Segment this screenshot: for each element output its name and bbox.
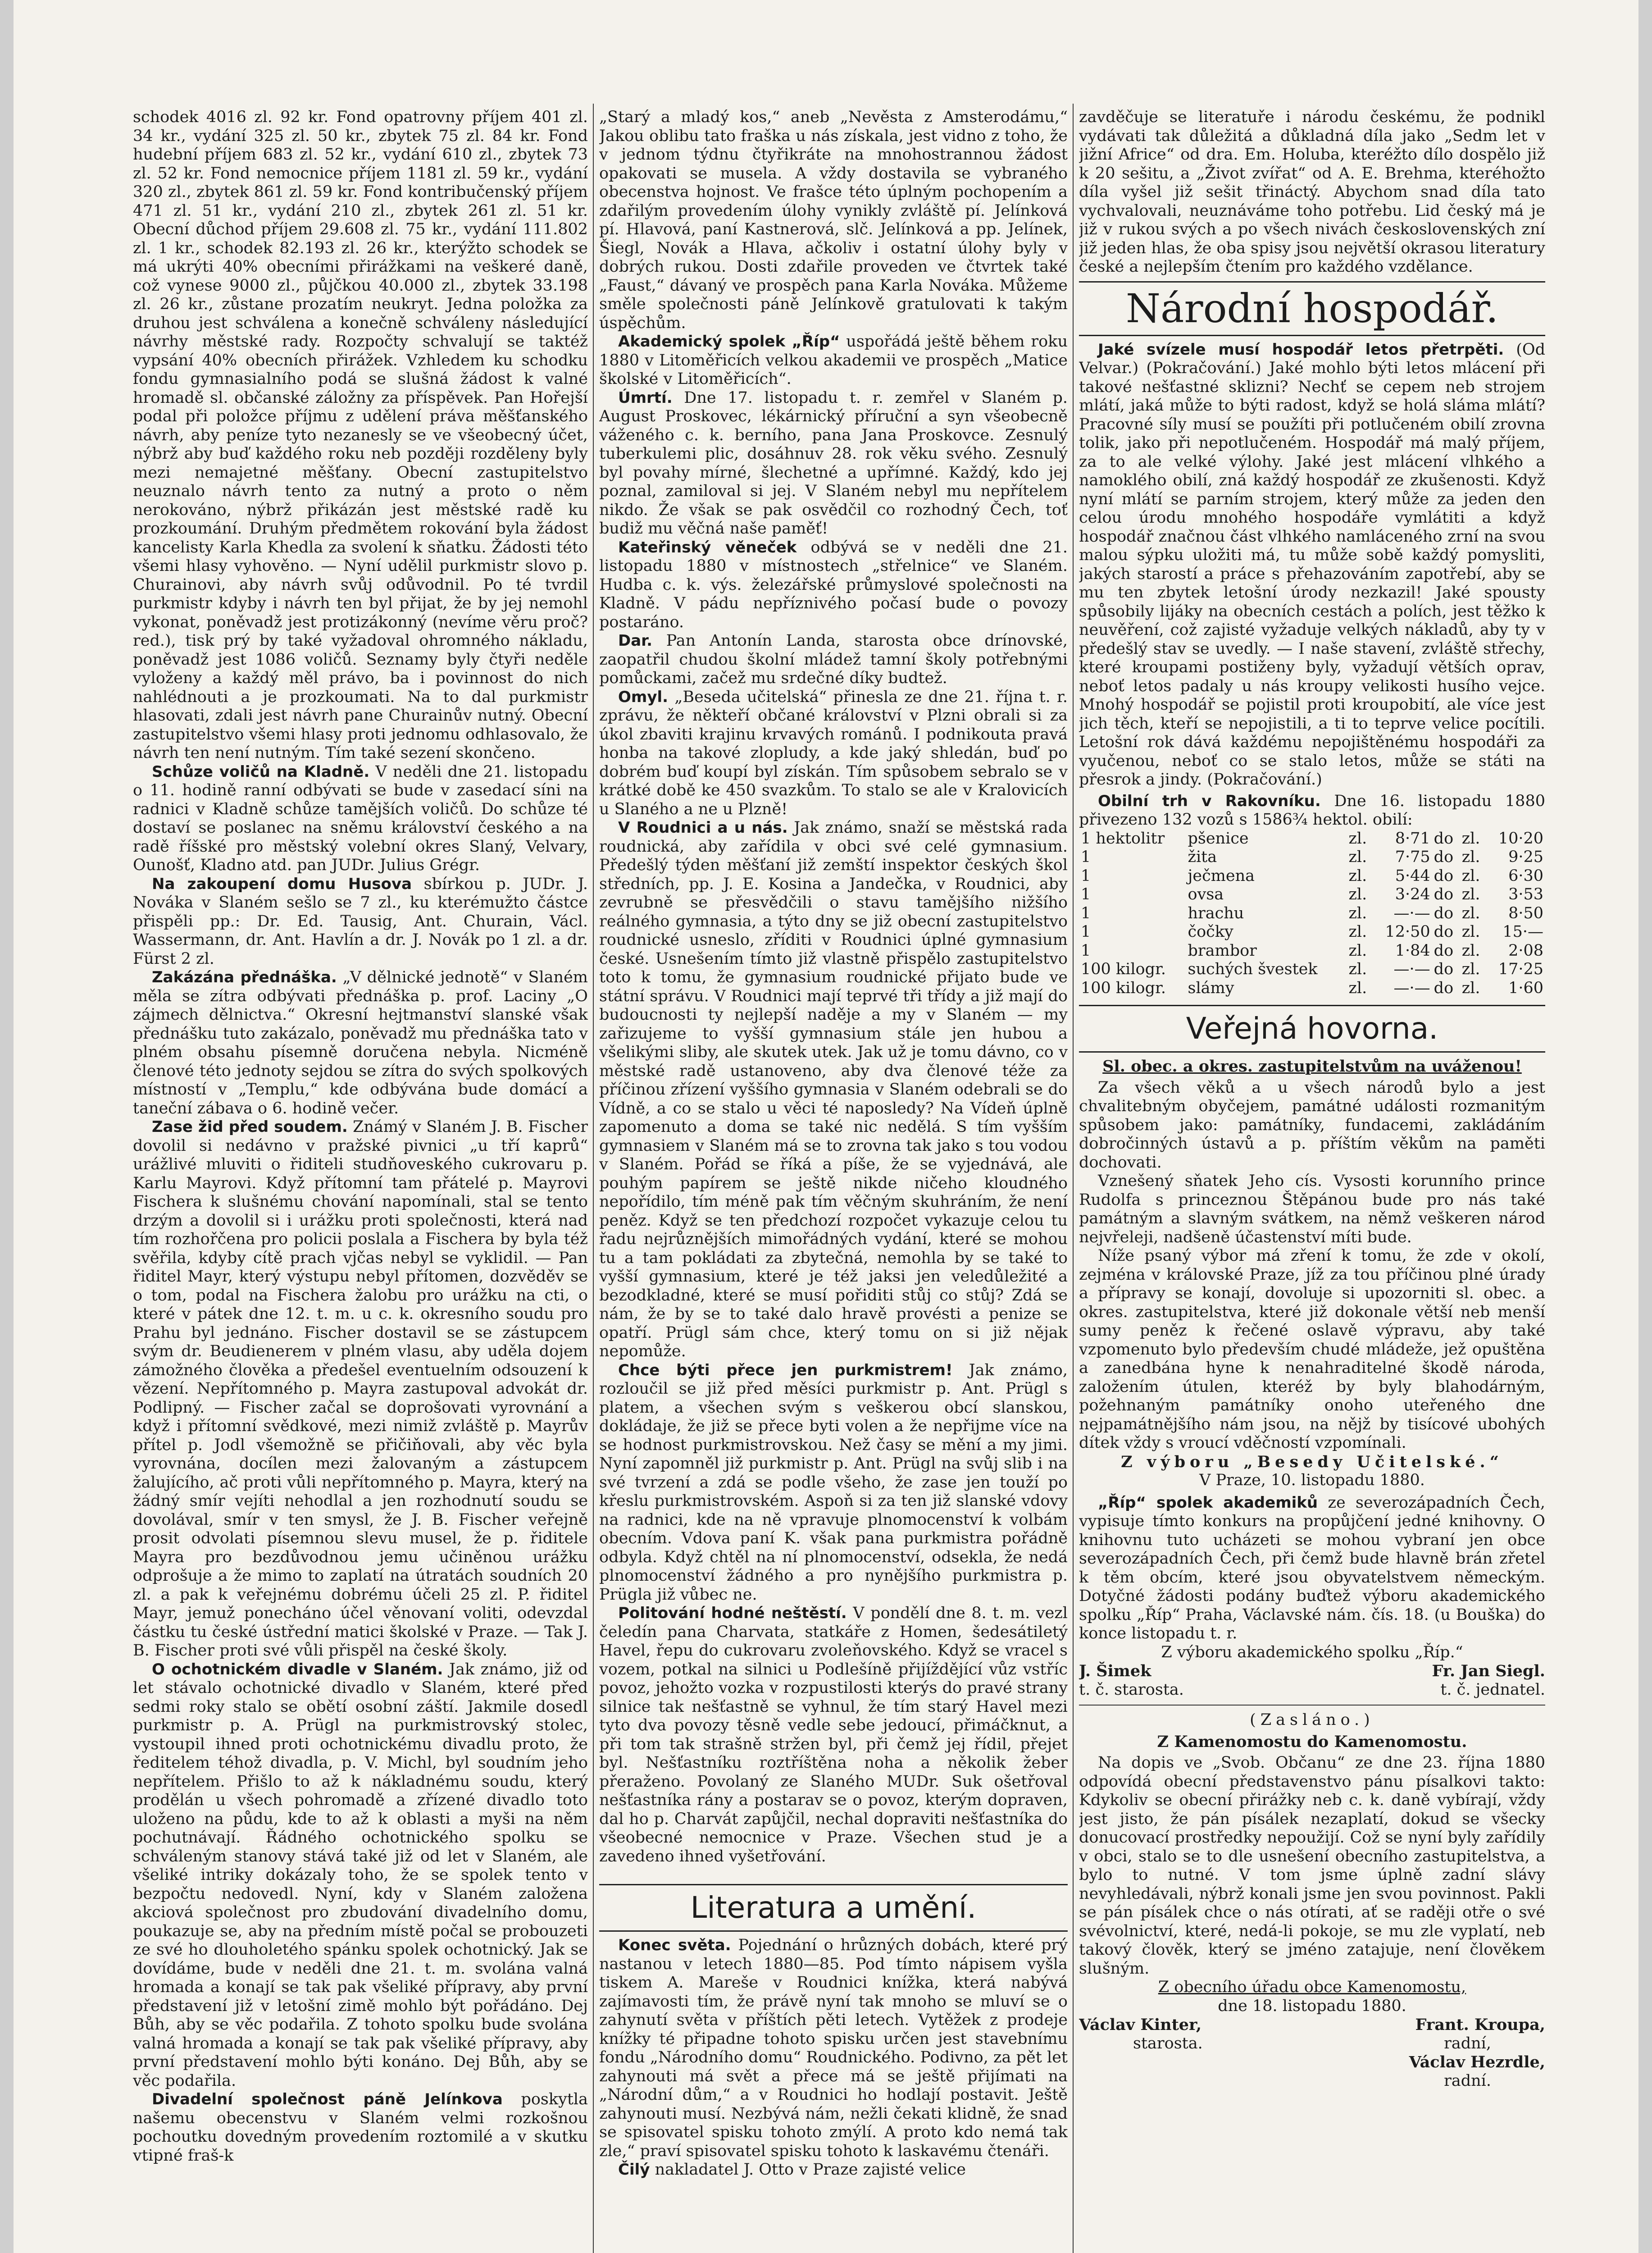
market-unit: zl. (1461, 960, 1480, 978)
market-to: 17·25 (1498, 960, 1543, 978)
article-text: zavděčuje se literatuře i národu českému, že podnikl vydávati tak důležitá a důkladná díla jako „Sedm let v jižní Africe“ od dra. Em. Holuba, kteréžto dílo dospělo již k 20 sešitu, a „Život zvířat“ od A. E. Brehma, kteréhožto díla vyšel již sešit třináctý. Abychom snad díla tato vychvalovali, neuznáváme toho potřebu. Lid český má je již v rukou svých a po všech nivách československých zní již jeden hlas, že oba spisy jsou největší okrasou literatury české a nejlepším čtením pro každého vzdělance. (1079, 108, 1545, 276)
news-headline: Na zakoupení domu Husova (152, 875, 412, 893)
column-2 (599, 108, 1068, 2253)
market-unit: zl. (1348, 979, 1367, 997)
signature-names (1079, 1662, 1545, 1681)
market-row (1079, 848, 1545, 867)
market-intro: Dne 16. listopadu 1880 přivezeno 132 vozů s 1586¾ hektol. obilí: (1079, 792, 1545, 829)
news-item (599, 632, 1068, 688)
news-body: Dne 17. listopadu t. r. zemřel v Slaném p. August Proskovec, lékárnický příruční a syn všeobecně váženého c. k. berního, pana Jana Proskovce. Zesnulý tuberkulemi plic, dosáhnuv 28. rok věku svého. Zesnulý byl povahy mírné, šlechetné a upřímné. Každý, kdo jej poznal, zamiloval si jej. V Slaném nebyl mu nepřítelem nikdo. Že však se pak osvědčil co rozhodný Čech, toť budiž mu věčná naše paměť! (599, 388, 1068, 538)
market-unit: zl. (1348, 885, 1367, 903)
signature-role: radní. (1444, 2071, 1491, 2090)
market-row (1079, 942, 1545, 961)
news-headline: Divadelní společnost páně Jelínkova (152, 2090, 503, 2108)
zaslano-label: (Zasláno.) (1250, 1711, 1374, 1729)
news-headline: Politování hodné neštěstí. (618, 1604, 847, 1622)
news-body: „V dělnické jednotě“ v Slaném měla se zítra odbývati přednáška p. prof. Laciny „O zájmech dělnictva.“ Okresní hejtmanství slanské však přednášku tuto zakázalo, poněvadž mu přednáška tato v plném obsahu písemně doručena nebyla. Nicméně členové této jednoty sejdou se zítra do svých spolkových místností v „Templu,“ kde odbývána bude domácí a taneční zábava o 6. hodině večer. (133, 968, 588, 1117)
news-headline: O ochotnickém divadle v Slaném. (152, 1660, 443, 1678)
market-sep: do (1434, 848, 1454, 866)
article-text: Vznešený sňatek Jeho cís. Vysosti korunního prince Rudolfa s princeznou Štěpánou bude pro nás také památným a slavným svátkem, na němž veškeren národ nejvřeleji, nadšeně účastenství míti bude. (1079, 1172, 1545, 1246)
signature-date: dne 18. listopadu 1880. (1218, 1997, 1406, 2015)
market-unit: zl. (1348, 923, 1367, 941)
signature-role: starosta. (1133, 2034, 1203, 2052)
column-rule-2 (1073, 104, 1074, 2253)
market-from: 3·24 (1395, 885, 1430, 903)
market-unit: zl. (1461, 979, 1480, 997)
news-item (599, 688, 1068, 819)
news-body: nakladatel J. Otto v Praze zajisté velice (655, 2161, 966, 2179)
news-item (133, 2090, 588, 2165)
market-unit: zl. (1461, 848, 1480, 866)
market-qty: 1 (1081, 941, 1091, 960)
article-text: „Starý a mladý kos,“ aneb „Nevěsta z Amsterodámu,“ Jakou oblibu tato fraška u nás získala, jest vidno z toho, že v jednom týdnu čtyřikráte na mnohostrannou žádost opakovati se musela. A vždy dostavila se vybraného obecenstva hojnost. Ve frašce této úplným pochopením a zdařilým provedením úlohy vynikly zvláště pí. Jelínková pí. Hlavová, paní Kastnerová, slč. Jelínková a pp. Jelínek, Šiegl, Novák a Hlava, ačkoliv i ostatní úlohy byly v dobrých rukou. Dosti zdařile proveden ve čtvrtek také „Faust,“ dávaný ve prospěch pana Karla Nováka. Můžeme směle společnosti páně Jelínkově gratulovati k takým úspěchům. (599, 108, 1068, 332)
article-text: Na dopis ve „Svob. Občanu“ ze dne 23. října 1880 odpovídá obecní představenstvo pánu písalkovi takto: Kdykoliv se obecní přirážky neb c. k. daně vybírají, vždy jest jisto, že pán písálek nezaplatí, dokud se všecky donucovací prostředky nepoužijí. Což se nyní byly zařídily v obci, stalo se to dle usnešení obecního zastupitelstva, a bylo to nutné. V tom jsme úplně zadní slávy nevyhledávali, nýbrž konali jsme jen svou povinnost. Pakli se pán písálek chce o nás otírati, ať se raději otře o své svévolnictví, které, nedá-li pokoje, se mu zle vyplatí, neb takový člověk, který se jméno zatajuje, není člověkem slušným. (1079, 1754, 1545, 1978)
market-unit: zl. (1348, 941, 1367, 960)
scan-edge-right (1638, 0, 1652, 2253)
article-text: schodek 4016 zl. 92 kr. Fond opatrovny příjem 401 zl. 34 kr., vydání 325 zl. 50 kr., zbytek 75 zl. 84 kr. Fond hudební příjem 683 zl. 52 kr., vydání 610 zl., zbytek 73 zl. 52 kr. Fond nemocnice příjem 1181 zl. 59 kr., vydání 320 zl., zbytek 861 zl. 59 kr. Fond kontribučenský příjem 471 zl. 51 kr., vydání 210 zl., zbytek 261 zl. 51 kr. Obecní důchod příjem 29.608 zl. 75 kr., vydání 111.802 zl. 1 kr., schodek 82.193 zl. 26 kr., kterýžto schodek se má ukrýti 40% obecními přirážkami na veškeré daně, což vynese 9000 zl., půjčkou 40.000 zl., zbytek 33.198 zl. 26 kr., zůstane prozatím neukryt. Jedna položka za druhou jest schválena a konečně schváleny následující návrhy městské rady. Rozpočty schvalují se taktéž vypsání 40% obecních přirážek. Vzhledem ku schodku fondu gymnasialního podá se slušná žádost k valné hromadě sl. občanské záložny za příspěvek. Pan Hořejší podal při položce příjmu z udělení práva měšťanského návrh, aby peníze tyto nezanesly se ve všeobecný účet, nýbrž aby buď každého roku neb později rozděleny byly mezi nemajetné měšťany. Obecní zastupitelstvo neuznalo návrh tento za nutný a proto o něm nerokováno, nýbrž přikázán jest městské radě ku prozkoumání. Druhým předmětem rokování byla žádost kancelisty Karla Khedla za svolení k sňatku. Žádosti této všemi hlasy vyhověno. — Nyní udělil purkmistr slovo p. Churainovi, aby návrh svůj odůvodnil. Po té tvrdil purkmistr kdyby i návrh ten byl přijat, že by jej nemohl vykonat, poněvadž jest protizákonný (nevíme věru proč? red.), tisk prý by také vyžadoval ohromného nákladu, poněvadž jest 1086 voličů. Seznamy byly čtyři neděle vyloženy a každý měl právo, ba i povinnost do nich nahlédnouti a je prozkoumati. Na to dal purkmistr hlasovati, zdali jest návrh pane Churainův nutný. Obecní zastupitelstvo všemi hlasy proti jednomu odhlasovalo, že návrh ten není nutným. Tím také sezení skončeno. (133, 108, 588, 762)
market-unit: zl. (1348, 848, 1367, 866)
market-unit: zl. (1348, 829, 1367, 848)
news-item (133, 968, 588, 1118)
news-body: Jak známo, snaží se městská rada roudnická, aby zařídila v obci své celé gymnasium. Předešlý týden měšťaní již zemští inspektor českých škol středních, pp. J. E. Kosina a Jandečka, v Roudnici, aby zevrubně se přesvědčili o stavu tamějšího nižšího reálného gymnasia, a týto dny se již obecní zastupitelstvo roudnické usneslo, zříditi v Roudnici úplné gymnasium české. Usnešením tímto již vlastně přispělo zastupitelstvo toto k tomu, že gymnasium roudnické přijato bude ve státní správu. V Roudnici mají teprvé tři třídy a již mají do budoucnosti ty nejlepší naděje a my v Slaném — my zařizujeme to vyšší gymnasium stále jen hubou a všelikými sliby, ale skutek utek. Jak už je tomu dávno, co v městské radě ustanoveno, aby dva členové téže za příčinou zřízení vyššího gymnasia v Slaném odebrali se do Vídně, a co se stalo u věci té naposledy? Na Vídeň úplně zapomenuto a doma se také nic nedělá. S tím vyšším gymnasiem v Slaném má se to zrovna tak jako s tou vodou v Slaném. Pořád se říká a píše, že se vyjednává, ale pouhým papírem se ještě nikde ničeho kloudného nepořídilo, tím méně pak tím věčným skuhráním, že není peněz. Když se ten předchozí rozpočet vykazuje celou tu řadu nejrůznějších mimořádných vydání, které se mohou tu a tam pokládati za zbytečná, nemohla by se také to vyšší gymnasium, které je též jaksi jen veledůležité a bezodkladné, které se musí pořiditi stůj co stůj? Zdá se nám, že by se to také dalo hravě provésti a penize se opatří. Prügl sám chce, který tomu on si již nějak nepomůže. (599, 819, 1068, 1360)
news-headline: Akademický spolek „Říp“ (618, 333, 840, 351)
market-to: 1·60 (1508, 979, 1543, 997)
news-body: sbírkou p. JUDr. J. Nováka v Slaném sešlo se 7 zl., ku kterémužto částce přispěli pp.: Dr. Ed. Tausig, Ant. Churain, Václ. Wassermann, dr. Ant. Havlín a dr. J. Novák po 1 zl. a dr. Fürst 2 zl. (133, 875, 588, 968)
sub-heading: Sl. obec. a okres. zastupitelstvům na uváženou! (1102, 1057, 1522, 1076)
signature-line: Z obecního úřadu obce Kamenomostu, (1158, 1978, 1466, 1996)
signature-names (1079, 2016, 1545, 2034)
news-body: V neděli dne 21. listopadu o 11. hodině ranní odbývati se bude v zasedací síni na radnici v Kladně schůze tamějších voličů. Do schůze té dostaví se poslanec na sněmu království českého a na radě říšské pro městský volební okres Slaný, Velvary, Ounošť, Kladno atd. pan JUDr. Julius Grégr. (133, 762, 588, 874)
market-unit: zl. (1461, 885, 1480, 903)
market-sep: do (1434, 960, 1454, 978)
news-item (599, 2161, 1068, 2180)
market-unit: zl. (1461, 923, 1480, 941)
section-title-verejna-hovorna: Veřejná hovorna. (1079, 1005, 1545, 1053)
news-item (599, 1604, 1068, 1866)
market-qty: 100 kilogr. (1081, 979, 1166, 997)
signature-name: Frant. Kroupa, (1415, 2016, 1545, 2034)
market-to: 8·50 (1508, 904, 1543, 922)
news-item (133, 1118, 588, 1660)
news-item (599, 1361, 1068, 1605)
signature-names (1079, 2053, 1545, 2072)
signature-name: Václav Kinter, (1079, 2016, 1202, 2034)
news-headline: Zakázána přednáška. (152, 968, 337, 986)
market-qty: 1 (1081, 867, 1091, 885)
column-1 (133, 108, 588, 2253)
market-to: 9·25 (1508, 848, 1543, 866)
sub-heading: Z Kamenomostu do Kamenomostu. (1157, 1732, 1467, 1751)
market-sep: do (1434, 923, 1454, 941)
news-item (1079, 1494, 1545, 1643)
market-from: 5·44 (1395, 867, 1430, 885)
market-to: 10·20 (1498, 829, 1543, 848)
market-row (1079, 904, 1545, 923)
article-text: Za všech věků a u všech národů bylo a jest chvalitebným obyčejem, památné události rozmanitým spůsobem jako: památníky, fundacemi, zakládáním dobročinných ústavů a p. příštím věkům na paměti dochovati. (1079, 1078, 1545, 1172)
news-item (599, 538, 1068, 632)
news-item (599, 819, 1068, 1361)
news-body: odbývá se v neděli dne 21. listopadu 1880 v místnostech „střelnice“ ve Slaném. Hudba c. k. výs. železářské průmyslové společnosti na Kladně. V pádu nepříznivého počasí bude o povozy postaráno. (599, 538, 1068, 631)
news-item (599, 1936, 1068, 2161)
signature-line: Z výboru „Besedy Učitelské.“ (1121, 1452, 1503, 1471)
signature-role: t. č. starosta. (1079, 1680, 1184, 1699)
market-item: slámy (1188, 979, 1234, 997)
news-headline: Zase žid před soudem. (152, 1118, 348, 1136)
market-item: pšenice (1188, 829, 1249, 848)
column-rule-1 (593, 104, 594, 2253)
signature-roles (1079, 2034, 1545, 2053)
market-unit: zl. (1461, 867, 1480, 885)
market-unit: zl. (1348, 960, 1367, 978)
signature-role: radní, (1444, 2034, 1491, 2052)
market-to: 6·30 (1508, 867, 1543, 885)
market-sep: do (1434, 979, 1454, 997)
market-to: 15·— (1502, 923, 1543, 941)
market-to: 2·08 (1508, 941, 1543, 960)
news-body: uspořádá ještě během roku 1880 v Litoměřicích velkou akademii ve prospěch „Matice školské v Litoměřicích“. (599, 333, 1068, 388)
news-headline: Chce býti přece jen purkmistrem! (618, 1361, 953, 1379)
market-table (1079, 830, 1545, 998)
market-sep: do (1434, 829, 1454, 848)
market-item: čočky (1188, 923, 1233, 941)
article-text: Níže psaný výbor má zření k tomu, že zde v okolí, zejména v královské Praze, jíž za tou příčinou plné úrady a přípravy se konají, dovoluje si upozorniti sl. obec. a okres. zastupitelstva, které již dokonale větší neb menší sumy peněz k řečené oslavě výpravu, aby také vzpomenuto bylo především chudé mládeže, jež opuštěna a zanedbána hyne k nenahraditelné škodě národa, založením útulen, kteréž by byly blahodárným, požehnaným památníky onoho uteřeného dne nejpamátnějšího nám jsou, na nějž by tisícové ubohých dítek vždy s vroucí vděčností vzpomínali. (1079, 1247, 1545, 1452)
news-item (599, 333, 1068, 389)
market-from: 1·84 (1395, 941, 1430, 960)
section-title-literatura: Literatura a umění. (599, 1884, 1068, 1932)
signature-name: Fr. Jan Siegl. (1432, 1662, 1545, 1680)
market-qty: 1 (1081, 904, 1091, 922)
news-headline: Omyl. (618, 688, 669, 706)
signature-roles (1079, 2072, 1545, 2091)
news-headline: Jaké svízele musí hospodář letos přetrpěti. (1098, 340, 1504, 359)
news-headline: Úmrtí. (618, 388, 673, 407)
signature-name: Václav Hezrdle, (1409, 2053, 1545, 2071)
news-body: Známý v Slaném J. B. Fischer dovolil si nedávno v pražské pivnici „u tří kaprů“ urážlivé mluviti o řiditeli studňoveského cukrovaru p. Karlu Mayrovi. Když přítomní tam přátelé p. Mayrovi Fischera k slušnému chování napomínali, stal se tento drzým a dovolil si i urážku proti společnosti, která nad tím rozhořčena pro policii poslala a Fischera by byla též svěřila, kdyby cítě prach vjčas nebyl se vyklidil. — Pan řiditel Mayr, který výstupu nebyl přítomen, dozvěděv se o tom, podal na Fischera žalobu pro urážku na cti, o které v pátek dne 12. t. m. u c. k. okresního soudu pro Prahu byl jednáno. Fischer dostavil se se zástupcem svým dr. Beudienerem v plném vlasu, aby uděla dojem zámožného člověka a předešel eventuelním odsouzení k vězení. Nepřítomného p. Mayra zastupoval advokát dr. Podlipný. — Fischer začal se doprošovati vyrovnání a když i přítomní svědkové, mezi nimiž zvláště p. Mayrův přítel p. Jodl všemožně se přičiňovali, aby věc byla vyrovnána, docílen mezi žalovaným a zástupcem žalujícího, ač proti vůli nepřítomného p. Mayra, který na žádný smír vejíti nehodlal a jen rozhodnutí soudu se dovolával, smír v ten smysl, že J. B. Fischer veřejně prosit odvolati písemnou slevu musel, že p. řiditele Mayra pro bezdůvodnou jemu učiněnou urážku odprošuje a že mimo to zaplatí na útratách soudních 20 zl. a pak k veřejnému dobrému účeli 25 zl. P. řiditel Mayr, jemuž ponecháno účel věnovaní voliti, odevzdal částku tu české ústřední matici školské v Praze. — Tak J. B. Fischer proti své vůli přispěl na české školy. (133, 1118, 588, 1660)
news-item (133, 875, 588, 969)
market-sep: do (1434, 904, 1454, 922)
market-qty: 1 (1081, 848, 1091, 866)
market-qty: 1 hektolitr (1081, 829, 1165, 848)
news-headline: V Roudnici a u nás. (618, 819, 788, 837)
news-body: Jak známo, rozloučil se již před měsíci purkmistr p. Ant. Prügl s platem, a všechen svým s veškerou obcí slanskou, dokládaje, že již se přece byti volen a že nepřijme více na se hodnost purkmistrovskou. Než časy se mění a my jimi. Nyní zapomněl již purkmistr p. Ant. Prügl na svůj slib i na své tvrzení a zdá se podle všeho, že zase jen touží po křeslu purkmistrovském. Aspoň si za ten již slanské vdovy na radnici, kde na ně vpravuje plnomocenství k volbám obecním. Vdova paní K. však pana purkmistra pořádně odbyla. Když chtěl na ní plnomocenství, odsekla, že nedá plnomocenství žádného a pro nynějšího purkmistra p. Prügla již vůbec ne. (599, 1361, 1068, 1604)
market-unit: zl. (1348, 904, 1367, 922)
market-item: hrachu (1188, 904, 1244, 922)
market-row (1079, 979, 1545, 998)
market-table-body (1079, 830, 1545, 998)
divider (1079, 1705, 1545, 1706)
news-body: „Beseda učitelská“ přinesla ze dne 21. října t. r. zprávu, že někteří občané království v Plzni obrali si za úkol zbaviti krajinu krvavých románů. I podnikouta pravá honba na takové zlopludy, a kde jaký shledán, buď po dobrém buď koupí byl získán. Tím spůsobem sebralo se v krátké době ke 450 svazkům. To stalo se ale v Kralovicích u Slaného a ne u Plzně! (599, 688, 1068, 818)
news-headline: Konec světa. (618, 1936, 731, 1954)
market-from: —·— (1393, 960, 1430, 978)
signature-place: V Praze, 10. listopadu 1880. (1199, 1471, 1425, 1489)
market-to: 3·53 (1508, 885, 1543, 903)
news-body: ze severozápadních Čech, vypisuje tímto konkurs na propůjčení jedné knihovny. O knihovnu tuto ucházeti se mohou vybraní jen obce severozápadních Čech, při čemž bude hlavně brán zřetel k těm obcím, které jsou obyvatelstvem německým. Dotyčné žádosti podány buďtež výboru akademického spolku „Říp“ Praha, Václavské nám. čís. 18. (u Bouška) do konce listopadu t. r. (1079, 1493, 1545, 1642)
market-item: suchých švestek (1188, 960, 1318, 978)
news-body: (Od Velvar.) (Pokračování.) Jaké mohlo býti letos mlácení při takové nešťastné sklizni? Nechť se cepem neb strojem mlátí, jaká může to býti radost, když se holá sláma mlátí? Pracovné síly musí se použíti při potlučeném obilí zrovna tolik, jako při nepotlučeném. Hospodář má malý příjem, za to ale velké výlohy. Jaké jest mlácení vlhkého a namoklého obilí, zná každý hospodář ze zkušenosti. Když nyní mlátí se parním strojem, který může za jeden den celou úrodu mnohého hospodáře vymlátiti a když hospodář značnou část vlhkého namláceného zrní na svou malou sýpku uložiti má, tu může sobě každý pomysliti, jakých starostí a práce s přehazováním zapotřebí, aby se mu ten zbytek letošní úrody nezkazil! Jaké spousty spůsobily lijáky na obecních cestách a polích, jest těžko k neuvěření, což zajisté vyžaduje velkých nákladů, aby ty v předešlý stav se uvedly. — I naše stavení, zvláště střechy, které kroupami postiženy byly, vyžadují větších oprav, neboť letos padaly u nás kroupy velikosti husího vejce. Mnohý hospodář se pojistil proti kroupobití, ale více jest jich těch, kteří se nepojistili, a ti to teprve velice pocítili. Letošní rok dává každému nepojištěnému hospodáři za vyučenou, neboť co se stalo letos, může se státi na přesrok a jindy. (Pokračování.) (1079, 340, 1545, 789)
news-body: Pan Antonín Landa, starosta obce drínovské, zaopatřil chudou školní mládež tamní školy potřebnými pomůckami, začež mu srdečné díky budtež. (599, 632, 1068, 687)
news-body: Jak známo, již od let stávalo ochotnické divadlo v Slaném, které před sedmi roky stalo se obětí osobní záští. Jakmile dosedl purkmistr p. A. Prügl na purkmistrovský stolec, vystoupil ihned proti ochotnickému divadlu proto, že ředitelem téhož divadla, p. V. Michl, byl soudním jeho nepřítelem. Přišlo to až k nákladnému soudu, který prodělán u všech pohromadě a zřízené divadlo toto uloženo na půdu, kde to až k oblasti a myši na něm pochutnávají. Řádného ochotnického spolku se schváleným stanovy stává také již od let v Slaném, ale všeliké intriky dokázaly toho, že se spolek tento v bezpočtu nedovedl. Nyní, kdy v Slaném založena akciová společnost pro zbudování divadelního domu, poukazuje se, aby na předním místě počal se probouzeti ze své ho dlouholetého spánku spolek ochotnický. Jak se dovídáme, bude v neděli dne 21. t. m. svolána valná hromada a konají se tak pak všeliké přípravy, aby první představení již v letošní zimě mohlo být pořádáno. Dej Bůh, aby se věc podařila. Z tohoto spolku bude svolána valná hromada a konají se tak pak všeliké přípravy, aby první představení mohlo býti konáno. Dej Bůh, aby se věc podařila. (133, 1660, 588, 2090)
market-qty: 100 kilogr. (1081, 960, 1166, 978)
section-title-narodni-hospodar: Národní hospodář. (1079, 281, 1545, 336)
signature-name: J. Šimek (1079, 1662, 1151, 1680)
signature-role: t. č. jednatel. (1440, 1680, 1545, 1699)
news-body: V pondělí dne 8. t. m. vezl čeledín pana Charvata, statkáře z Homen, šedesátiletý Havel, řepu do cukrovaru zvoleňovského. Když se vracel s vozem, potkal na silnici u Podlešíně přijíždějící vůz vstříc povoz, jehožto vozka v rozpustilosti kterýs do pravé strany silnice tak nešťastně se vyhnul, že tím starý Havel mezi tyto dva povozy těsně vedle sebe jedoucí, přimáčknut, a při tom tak strašně stržen byl, při čemž jej řídil, přejet byl. Nešťastníku roztříštěna noha a několik žeber přeraženo. Povolaný ze Slaného MUDr. Suk ošetřoval nešťastníka rány a postarav se o povoz, kterým dopraven, dal ho p. Charvát zapůjčil, nechal dopraviti nešťastníka do všeobecné nemocnice v Praze. Všechen stud je a zavedeno ihned vyšetřování. (599, 1604, 1068, 1865)
news-item (1079, 341, 1545, 789)
market-report (1079, 792, 1545, 830)
market-unit: zl. (1461, 904, 1480, 922)
market-row (1079, 960, 1545, 979)
news-item (133, 1660, 588, 2091)
market-row (1079, 830, 1545, 848)
news-headline: Dar. (618, 632, 653, 650)
market-row (1079, 923, 1545, 942)
news-headline: „Říp“ spolek akademiků (1098, 1493, 1318, 1512)
news-headline: Čilý (618, 2161, 650, 2179)
news-body: Pojednání o hrůzných dobách, které prý nastanou v letech 1880—85. Pod tímto nápisem vyšla tiskem A. Mareše v Roudnici knížka, která nabývá zajímavosti tím, že právě nyní tak mnoho se mluví se o zahynutí světa v příštích pěti letech. Vytěžek z prodeje knížky té připadne tohoto spisku určen jest stavebnímu fondu „Národního domu“ Roudnického. Podivno, za pět let zahynouti má svět a přece má se ještě přijímati na „Národní dům,“ a v Roudnici ho hodlají postavit. Ještě zahynouti musí. Nezbývá nám, nežli čekati klidně, že snad se spisovatel spisku tohoto zmýlí. A proto kdo nemá tak zle,“ praví spisovatel spisku tohoto k laskavému čtenáři. (599, 1936, 1068, 2160)
signature-head: Z výboru akademického spolku „Říp.“ (1161, 1643, 1463, 1661)
column-3 (1079, 108, 1545, 2253)
signature-roles (1079, 1681, 1545, 1700)
market-row (1079, 867, 1545, 886)
market-unit: zl. (1461, 941, 1480, 960)
market-from: —·— (1393, 979, 1430, 997)
market-sep: do (1434, 885, 1454, 903)
news-item (599, 389, 1068, 538)
market-from: 8·71 (1395, 829, 1430, 848)
market-qty: 1 (1081, 885, 1091, 903)
market-unit: zl. (1461, 829, 1480, 848)
market-item: ječmena (1188, 867, 1255, 885)
market-item: brambor (1188, 941, 1257, 960)
market-title: Obilní trh v Rakovníku. (1098, 792, 1321, 810)
market-qty: 1 (1081, 923, 1091, 941)
market-row (1079, 885, 1545, 904)
news-body: poskytla našemu obecenstvu v Slaném velmi rozkošnou pochoutku dovedným provedením roztomilé a v skutku vtipné fraš-k (133, 2090, 588, 2165)
news-headline: Kateřinský věneček (618, 538, 797, 556)
market-from: —·— (1393, 904, 1430, 922)
market-item: žita (1188, 848, 1217, 866)
market-sep: do (1434, 867, 1454, 885)
scan-edge-left (0, 0, 14, 2253)
news-headline: Schůze voličů na Kladně. (152, 762, 370, 781)
market-unit: zl. (1348, 867, 1367, 885)
market-item: ovsa (1188, 885, 1224, 903)
market-from: 7·75 (1395, 848, 1430, 866)
market-from: 12·50 (1385, 923, 1430, 941)
market-sep: do (1434, 941, 1454, 960)
news-item (133, 763, 588, 875)
